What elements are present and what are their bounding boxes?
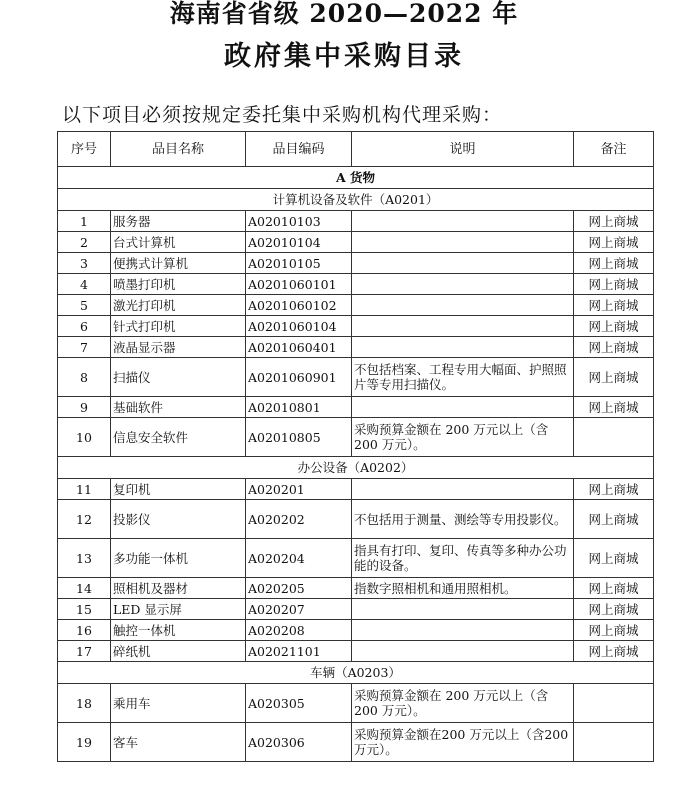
item-name: 便携式计算机	[111, 253, 246, 274]
item-code: A020305	[246, 684, 352, 723]
row-number: 13	[58, 539, 111, 578]
row-number: 16	[58, 620, 111, 641]
table-row	[58, 295, 654, 316]
table-row	[58, 274, 654, 295]
document-title-line1: 海南省省级 2020—2022 年	[169, 0, 519, 28]
table-row	[58, 620, 654, 641]
item-name: 喷墨打印机	[111, 274, 246, 295]
table-row	[58, 358, 654, 397]
row-number: 9	[58, 397, 111, 418]
item-code: A020202	[246, 500, 352, 539]
row-number: 1	[58, 211, 111, 232]
section-title: 办公设备（A0202）	[58, 457, 654, 479]
item-code: A02010805	[246, 418, 352, 457]
section-row	[58, 457, 654, 479]
item-note: 网上商城	[574, 500, 654, 539]
row-number: 15	[58, 599, 111, 620]
table-row	[58, 253, 654, 274]
item-name: LED 显示屏	[111, 599, 246, 620]
item-description: 采购预算金额在200 万元以上（含200 万元）。	[352, 723, 574, 762]
table-row	[58, 599, 654, 620]
item-name: 扫描仪	[111, 358, 246, 397]
row-number: 2	[58, 232, 111, 253]
item-name: 基础软件	[111, 397, 246, 418]
item-code: A020207	[246, 599, 352, 620]
section-row	[58, 189, 654, 211]
item-name: 客车	[111, 723, 246, 762]
item-description	[352, 620, 574, 641]
item-description: 采购预算金额在 200 万元以上（含200 万元）。	[352, 684, 574, 723]
item-name: 碎纸机	[111, 641, 246, 662]
table-row	[58, 684, 654, 723]
item-code: A02021101	[246, 641, 352, 662]
row-number: 18	[58, 684, 111, 723]
item-note: 网上商城	[574, 232, 654, 253]
row-number: 14	[58, 578, 111, 599]
item-description	[352, 479, 574, 500]
row-number: 19	[58, 723, 111, 762]
table-row	[58, 578, 654, 599]
item-note: 网上商城	[574, 397, 654, 418]
table-row	[58, 211, 654, 232]
table-row	[58, 479, 654, 500]
item-description	[352, 253, 574, 274]
item-note: 网上商城	[574, 211, 654, 232]
item-code: A0201060102	[246, 295, 352, 316]
item-code: A0201060401	[246, 337, 352, 358]
item-name: 触控一体机	[111, 620, 246, 641]
item-note: 网上商城	[574, 316, 654, 337]
row-number: 8	[58, 358, 111, 397]
item-description	[352, 641, 574, 662]
table-row	[58, 337, 654, 358]
item-note: 网上商城	[574, 274, 654, 295]
item-description	[352, 397, 574, 418]
main-section-title: A 货物	[58, 167, 654, 189]
table-row	[58, 316, 654, 337]
item-note: 网上商城	[574, 539, 654, 578]
item-name: 液晶显示器	[111, 337, 246, 358]
procurement-catalog-table	[57, 131, 654, 762]
header-no: 序号	[58, 132, 111, 167]
row-number: 7	[58, 337, 111, 358]
row-number: 4	[58, 274, 111, 295]
item-description: 不包括档案、工程专用大幅面、护照照片等专用扫描仪。	[352, 358, 574, 397]
header-desc: 说明	[352, 132, 574, 167]
item-code: A020205	[246, 578, 352, 599]
header-name: 品目名称	[111, 132, 246, 167]
section-title: 计算机设备及软件（A0201）	[58, 189, 654, 211]
item-name: 多功能一体机	[111, 539, 246, 578]
item-note	[574, 723, 654, 762]
item-name: 乘用车	[111, 684, 246, 723]
item-code: A02010105	[246, 253, 352, 274]
row-number: 12	[58, 500, 111, 539]
table-row	[58, 418, 654, 457]
row-number: 3	[58, 253, 111, 274]
main-section-row	[58, 167, 654, 189]
row-number: 11	[58, 479, 111, 500]
item-description	[352, 232, 574, 253]
item-note: 网上商城	[574, 578, 654, 599]
item-code: A02010801	[246, 397, 352, 418]
document-title-line2: 政府集中采购目录	[224, 41, 464, 72]
item-note: 网上商城	[574, 620, 654, 641]
item-note: 网上商城	[574, 295, 654, 316]
item-description: 采购预算金额在 200 万元以上（含200 万元）。	[352, 418, 574, 457]
item-note	[574, 418, 654, 457]
item-description	[352, 211, 574, 232]
item-code: A0201060901	[246, 358, 352, 397]
item-note: 网上商城	[574, 358, 654, 397]
table-row	[58, 232, 654, 253]
item-code: A020208	[246, 620, 352, 641]
item-description	[352, 599, 574, 620]
item-description: 指数字照相机和通用照相机。	[352, 578, 574, 599]
item-description	[352, 274, 574, 295]
item-code: A020201	[246, 479, 352, 500]
item-name: 投影仪	[111, 500, 246, 539]
item-description	[352, 295, 574, 316]
table-body	[58, 167, 654, 762]
item-description: 不包括用于测量、测绘等专用投影仪。	[352, 500, 574, 539]
section-row	[58, 662, 654, 684]
item-description	[352, 337, 574, 358]
item-code: A02010103	[246, 211, 352, 232]
item-description	[352, 316, 574, 337]
item-note: 网上商城	[574, 253, 654, 274]
table-row	[58, 397, 654, 418]
table-row	[58, 539, 654, 578]
item-note: 网上商城	[574, 479, 654, 500]
item-note	[574, 684, 654, 723]
item-description: 指具有打印、复印、传真等多种办公功能的设备。	[352, 539, 574, 578]
table-row	[58, 723, 654, 762]
item-code: A0201060101	[246, 274, 352, 295]
row-number: 5	[58, 295, 111, 316]
table-row	[58, 500, 654, 539]
item-code: A020306	[246, 723, 352, 762]
scan-edge-fade	[0, 770, 688, 808]
header-note: 备注	[574, 132, 654, 167]
item-note: 网上商城	[574, 599, 654, 620]
table-header-row	[58, 132, 654, 167]
item-name: 复印机	[111, 479, 246, 500]
item-note: 网上商城	[574, 337, 654, 358]
row-number: 17	[58, 641, 111, 662]
item-name: 信息安全软件	[111, 418, 246, 457]
item-name: 台式计算机	[111, 232, 246, 253]
row-number: 6	[58, 316, 111, 337]
item-note: 网上商城	[574, 641, 654, 662]
intro-text: 以下项目必须按规定委托集中采购机构代理采购：	[62, 104, 503, 126]
item-code: A020204	[246, 539, 352, 578]
item-code: A0201060104	[246, 316, 352, 337]
item-name: 服务器	[111, 211, 246, 232]
item-code: A02010104	[246, 232, 352, 253]
item-name: 针式打印机	[111, 316, 246, 337]
header-code: 品目编码	[246, 132, 352, 167]
row-number: 10	[58, 418, 111, 457]
item-name: 激光打印机	[111, 295, 246, 316]
section-title: 车辆（A0203）	[58, 662, 654, 684]
table-row	[58, 641, 654, 662]
item-name: 照相机及器材	[111, 578, 246, 599]
